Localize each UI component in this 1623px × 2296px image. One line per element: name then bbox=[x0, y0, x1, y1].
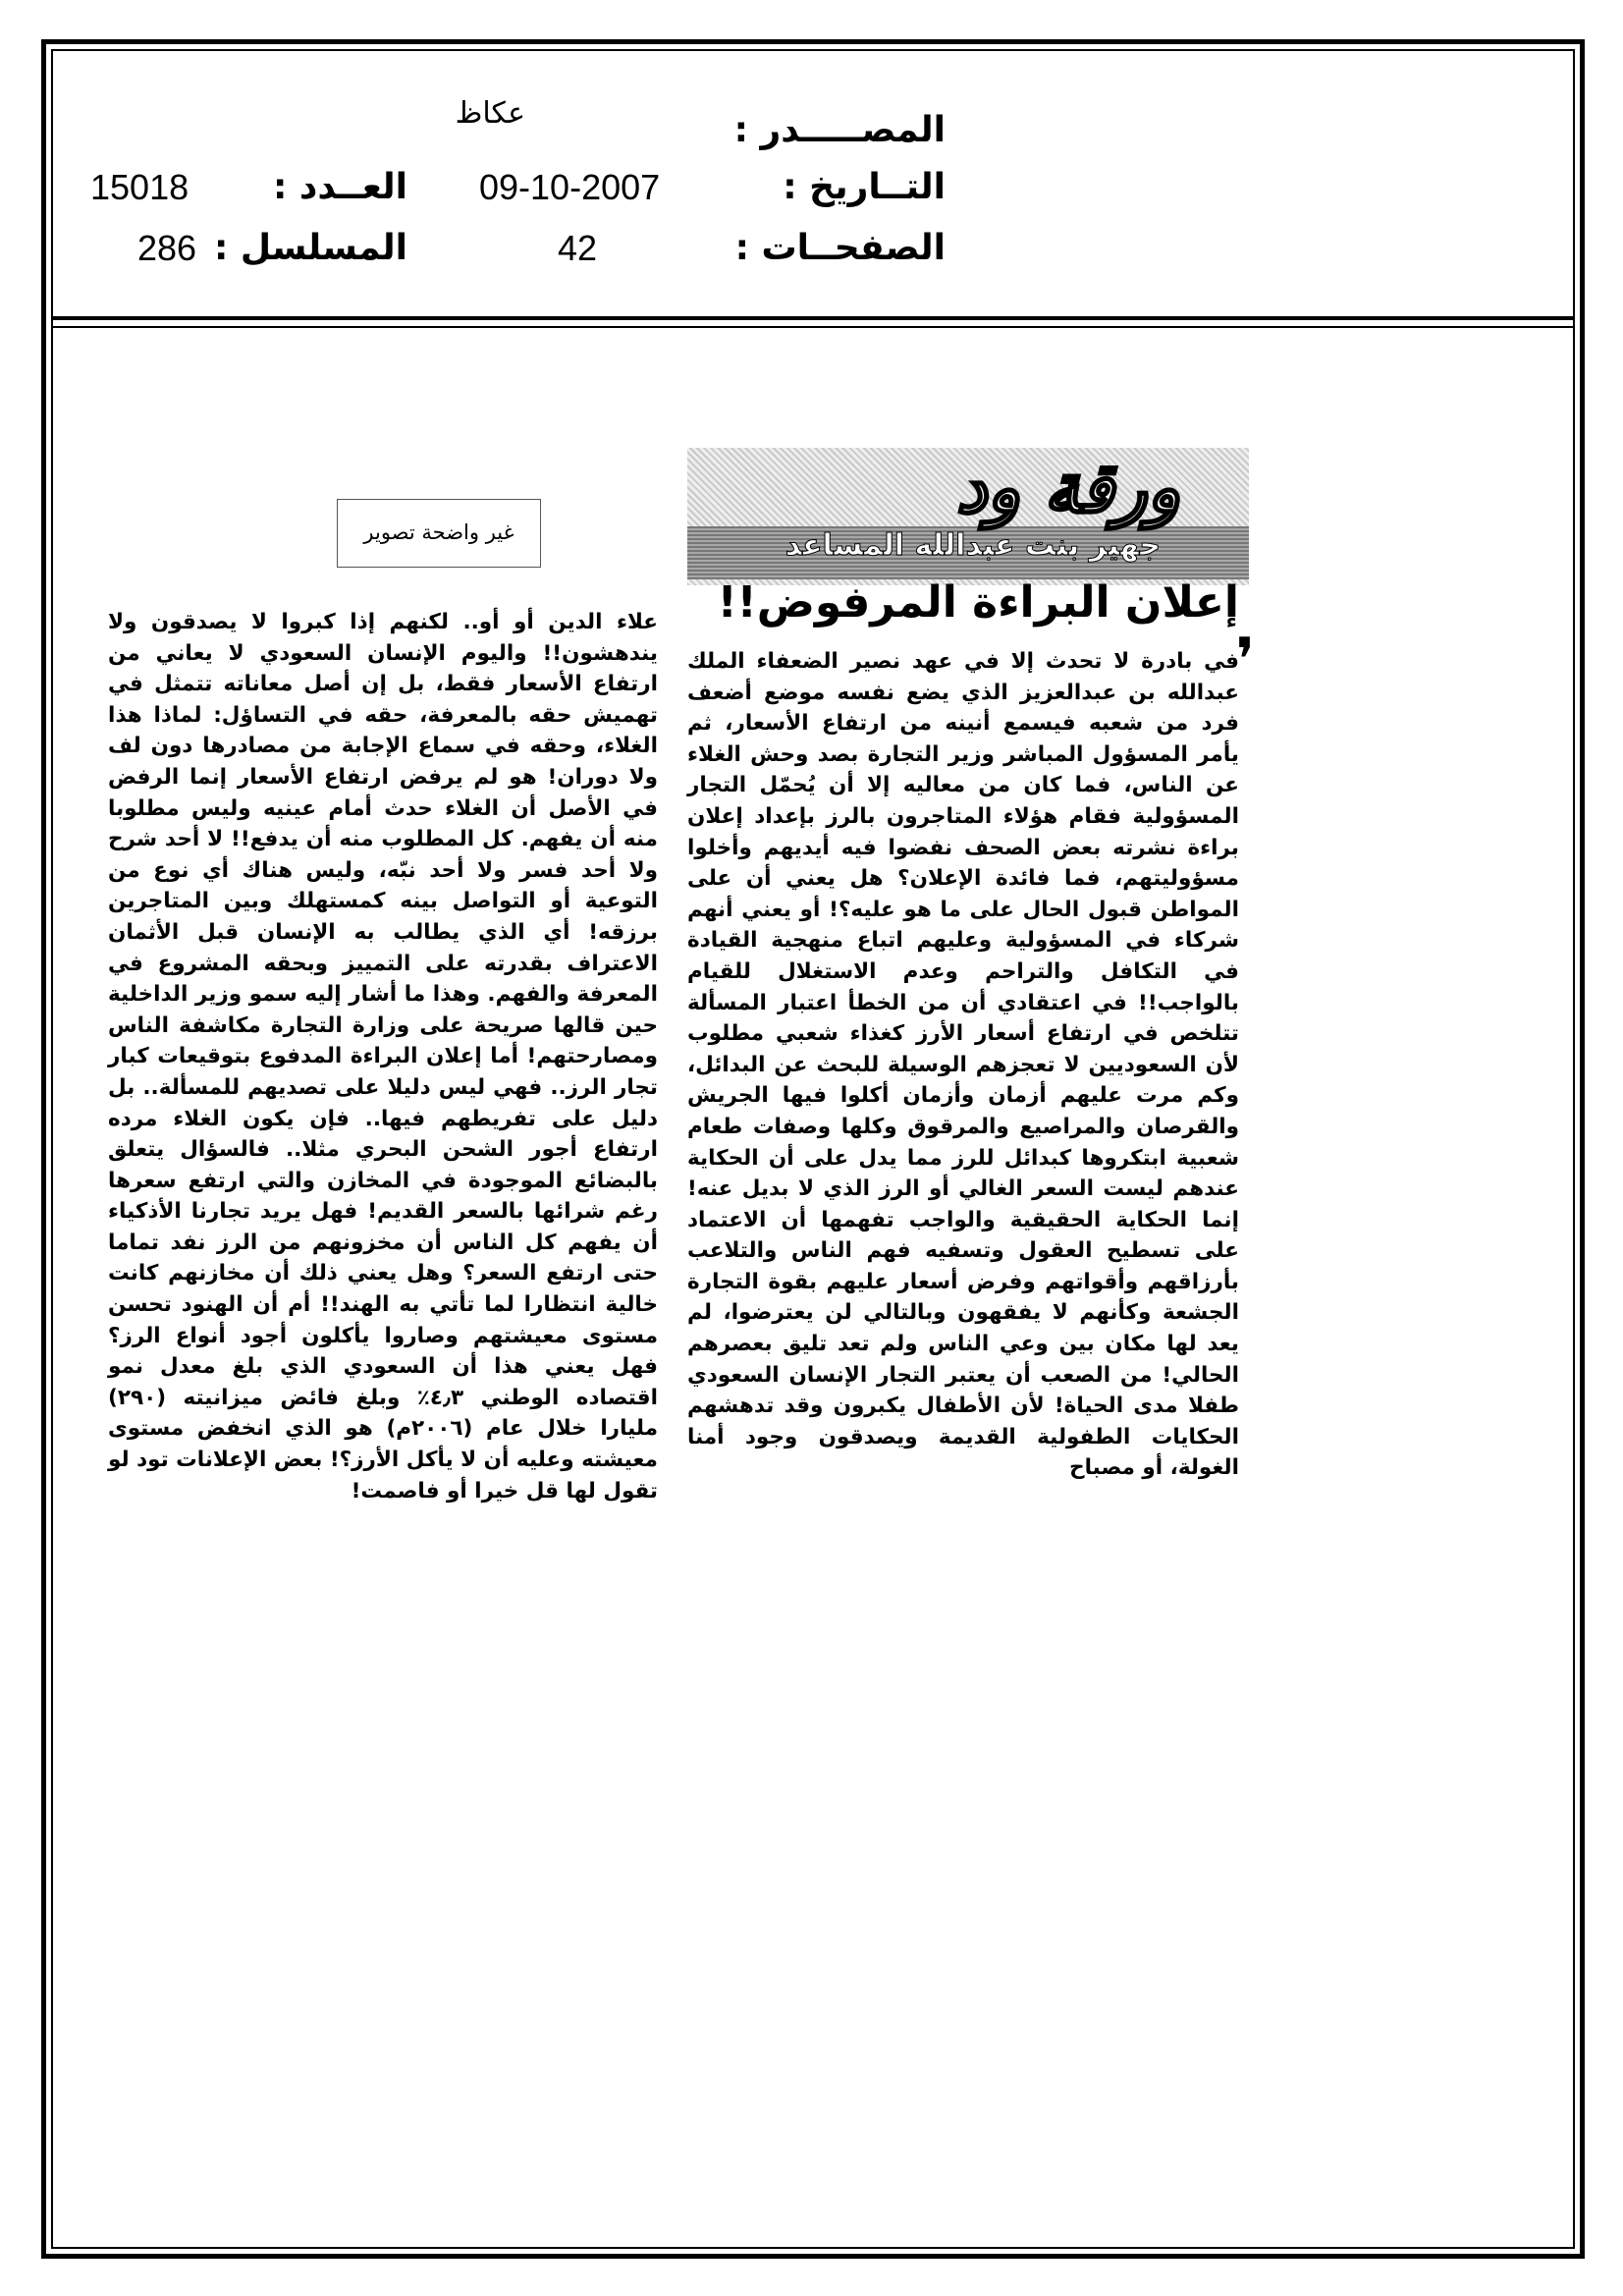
issue-label: العــدد : bbox=[273, 167, 407, 207]
source-value: عكاظ bbox=[455, 96, 525, 131]
source-label: المصـــــدر : bbox=[733, 110, 946, 150]
pages-value: 42 bbox=[558, 228, 598, 268]
date-value: 09-10-2007 bbox=[479, 167, 661, 207]
column-masthead bbox=[687, 448, 1249, 585]
date-label: التــاريخ : bbox=[783, 167, 946, 207]
serial-value: 286 bbox=[137, 228, 197, 268]
article-headline: إعلان البراءة المرفوض!! bbox=[717, 577, 1239, 628]
article-column-right: في بادرة لا تحدث إلا في عهد نصير الضعفاء الملك عبدالله بن عبدالعزيز الذي يضع نفسه موضع أضعف فرد من شعبه فيسمع أنينه من ارتفاع الأسعار، ثم يأمر المسؤول المباشر وزير التجارة بصد وحش الغلاء عن الناس، فما كان من معاليه إلا أن يُحمّل التجار المسؤولية فقام هؤلاء المتاجرون بالرز بإعداد إعلان براءة نشرته بعض الصحف نفضوا فيه أيديهم وأخلوا مسؤوليتهم، فما فائدة الإعلان؟ هل يعني أن على المواطن قبول الحال على ما هو عليه؟! أو يعني أنهم شركاء في المسؤولية وعليهم اتباع منهجية القيادة في التكافل والتراحم وعدم الاستغلال للقيام بالواجب!! في اعتقادي أن من الخطأ اعتبار المسألة تتلخص في ارتفاع أسعار الأرز كغذاء شعبي مطلوب لأن السعوديين لا تعجزهم الوسيلة للبحث عن البدائل، وكم مرت عليهم أزمان وأزمان أكلوا فيها الجريش والقرصان والمراصيع والمرقوق وكلها وصفات طعام شعبية ابتكروها كبدائل للرز مما يدل على أن الحكاية عندهم ليست السعر الغالي أو الرز الذي لا بديل عنه! إنما الحكاية الحقيقية والواجب تفهمها أن الاعتماد على تسطيح العقول وتسفيه فهم الناس والتلاعب بأرزاقهم وأقواتهم وفرض أسعار عليهم بقوة التجارة الجشعة وكأنهم لا يفقهون وبالتالي لن يعترضوا، لم يعد لها مكان بين وعي الناس ولم تعد تليق بعصرهم الحالي! من الصعب أن يعتبر التجار الإنسان السعودي طفلا مدى الحياة! لأن الأطفال يكبرون وقد تدهشهم الحكايات الطفولية القديمة ويصدقون وجود أمنا الغولة، أو مصباح bbox=[687, 649, 1239, 1481]
column-name: ورقة ود bbox=[956, 448, 1180, 528]
header-divider-thin bbox=[51, 326, 1575, 328]
quote-mark-icon: ❜ bbox=[1235, 626, 1255, 694]
header-divider bbox=[51, 316, 1575, 320]
unclear-copy-note: غير واضحة تصوير bbox=[337, 499, 541, 568]
author-name: جهير بنت عبدالله المساعد bbox=[784, 528, 1161, 563]
pages-label: الصفحــات : bbox=[734, 228, 946, 268]
issue-value: 15018 bbox=[90, 167, 189, 207]
article-column-left: علاء الدين أو أو.. لكنهم إذا كبروا لا يصدقون ولا يندهشون!! واليوم الإنسان السعودي لا يعاني من ارتفاع الأسعار فقط، بل إن أصل معاناته تتمثل في تهميش حقه بالمعرفة، حقه في التساؤل: لماذا هذا الغلاء، وحقه في سماع الإجابة من مصادرها دون لف ولا دوران! هو لم يرفض ارتفاع الأسعار إنما الرفض في الأصل أن الغلاء حدث أمام عينيه وليس مطلوبا منه أن يفهم. كل المطلوب منه أن يدفع!! لا أحد شرح ولا أحد فسر ولا أحد نبّه، وليس هناك أي نوع من التوعية أو التواصل بينه كمستهلك وبين المتاجرين برزقه! أي الذي يطالب به الإنسان قبل الأثمان الاعتراف بقدرته على التمييز وبحقه المشروع في المعرفة والفهم. وهذا ما أشار إليه سمو وزير الداخلية حين قالها صريحة على وزارة التجارة مكاشفة الناس ومصارحتهم! أما إعلان البراءة المدفوع بتوقيعات كبار تجار الرز.. فهي ليس دليلا على تصديهم للمسألة.. بل دليل على تفريطهم فيها.. فإن يكون الغلاء مرده ارتفاع أجور الشحن البحري مثلا.. فالسؤال يتعلق بالبضائع الموجودة في المخازن والتي ارتفع سعرها رغم شرائها بالسعر القديم! فهل يريد تجارنا الأذكياء أن يفهم كل الناس أن مخزونهم من الرز نفد تماما حتى ارتفع السعر؟ وهل يعني ذلك أن مخازنهم كانت خالية انتظارا لما تأتي به الهند!! أم أن الهنود تحسن مستوى معيشتهم وصاروا يأكلون أجود أنواع الرز؟ فهل يعني هذا أن السعودي الذي بلغ معدل نمو اقتصاده الوطني ٤٫٣٪ وبلغ فائض ميزانيته (٢٩٠) مليارا خلال عام (٢٠٠٦م) هو الذي انخفض مستوى معيشته وعليه أن لا يأكل الأرز؟! بعض الإعلانات تود لو تقول لها قل خيرا أو فاصمت! bbox=[108, 610, 658, 1503]
serial-label: المسلسل : bbox=[213, 228, 407, 268]
